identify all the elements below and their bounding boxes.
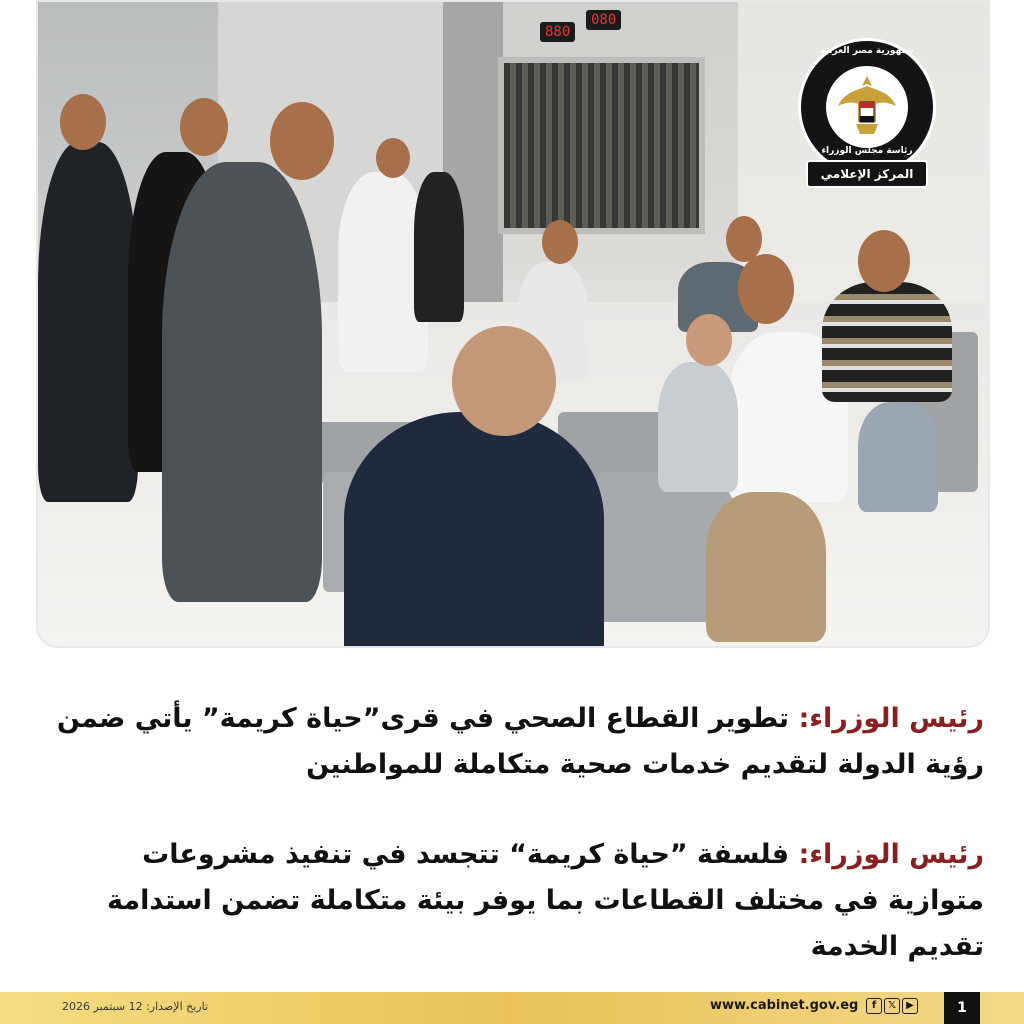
photo-person-head bbox=[686, 314, 732, 366]
youtube-icon[interactable]: ▶ bbox=[902, 998, 918, 1014]
cabinet-media-center-logo bbox=[798, 38, 936, 186]
photo-person-head bbox=[738, 254, 794, 324]
website-link[interactable]: www.cabinet.gov.eg bbox=[710, 998, 859, 1013]
headline-label: رئيس الوزراء: bbox=[798, 703, 984, 734]
footer-bar bbox=[0, 992, 1024, 1024]
facebook-icon[interactable]: f bbox=[866, 998, 882, 1014]
photo-person-head bbox=[452, 326, 556, 436]
x-icon[interactable]: 𝕏 bbox=[884, 998, 900, 1014]
photo-person bbox=[822, 282, 952, 402]
photo-person bbox=[414, 172, 464, 322]
headline-text: فلسفة ”حياة كريمة“ تتجسد في تنفيذ مشروعات متوازية في مختلف القطاعات بما يوفر بيئة متكاملة تضمن استدامة تقديم الخدمة bbox=[107, 839, 984, 962]
page-number: 1 bbox=[944, 992, 980, 1024]
logo-bottom-text: رئاسة مجلس الوزراء bbox=[821, 146, 913, 156]
photo-person-head bbox=[60, 94, 106, 150]
photo-person-head bbox=[270, 102, 334, 180]
logo-ribbon: المركز الإعلامي bbox=[806, 160, 928, 188]
photo-person-head bbox=[858, 230, 910, 292]
photo-person-legs bbox=[858, 402, 938, 512]
photo-person-head bbox=[376, 138, 410, 178]
logo-top-text: جمهورية مصر العربية bbox=[819, 46, 915, 56]
photo-person-seated bbox=[344, 412, 604, 648]
photo-person-legs bbox=[706, 492, 826, 642]
issue-date: تاريخ الإصدار: 12 سبتمبر 2026 bbox=[62, 1000, 209, 1013]
photo-person bbox=[38, 142, 138, 502]
headline-text: تطوير القطاع الصحي في قرى”حياة كريمة” يأتي ضمن رؤية الدولة لتقديم خدمات صحية متكاملة للمواطنين bbox=[56, 703, 984, 780]
photo-queue-display: 080 bbox=[586, 10, 621, 30]
headline-1 bbox=[40, 696, 984, 788]
eagle-emblem-icon bbox=[836, 72, 898, 142]
photo-queue-display: 880 bbox=[540, 22, 575, 42]
headline-label: رئيس الوزراء: bbox=[798, 839, 984, 870]
photo-person-head bbox=[180, 98, 228, 156]
photo-service-window bbox=[498, 57, 705, 234]
photo-person-head bbox=[542, 220, 578, 264]
photo-person-suit bbox=[162, 162, 322, 602]
photo-child bbox=[658, 362, 738, 492]
headline-2 bbox=[40, 832, 984, 970]
